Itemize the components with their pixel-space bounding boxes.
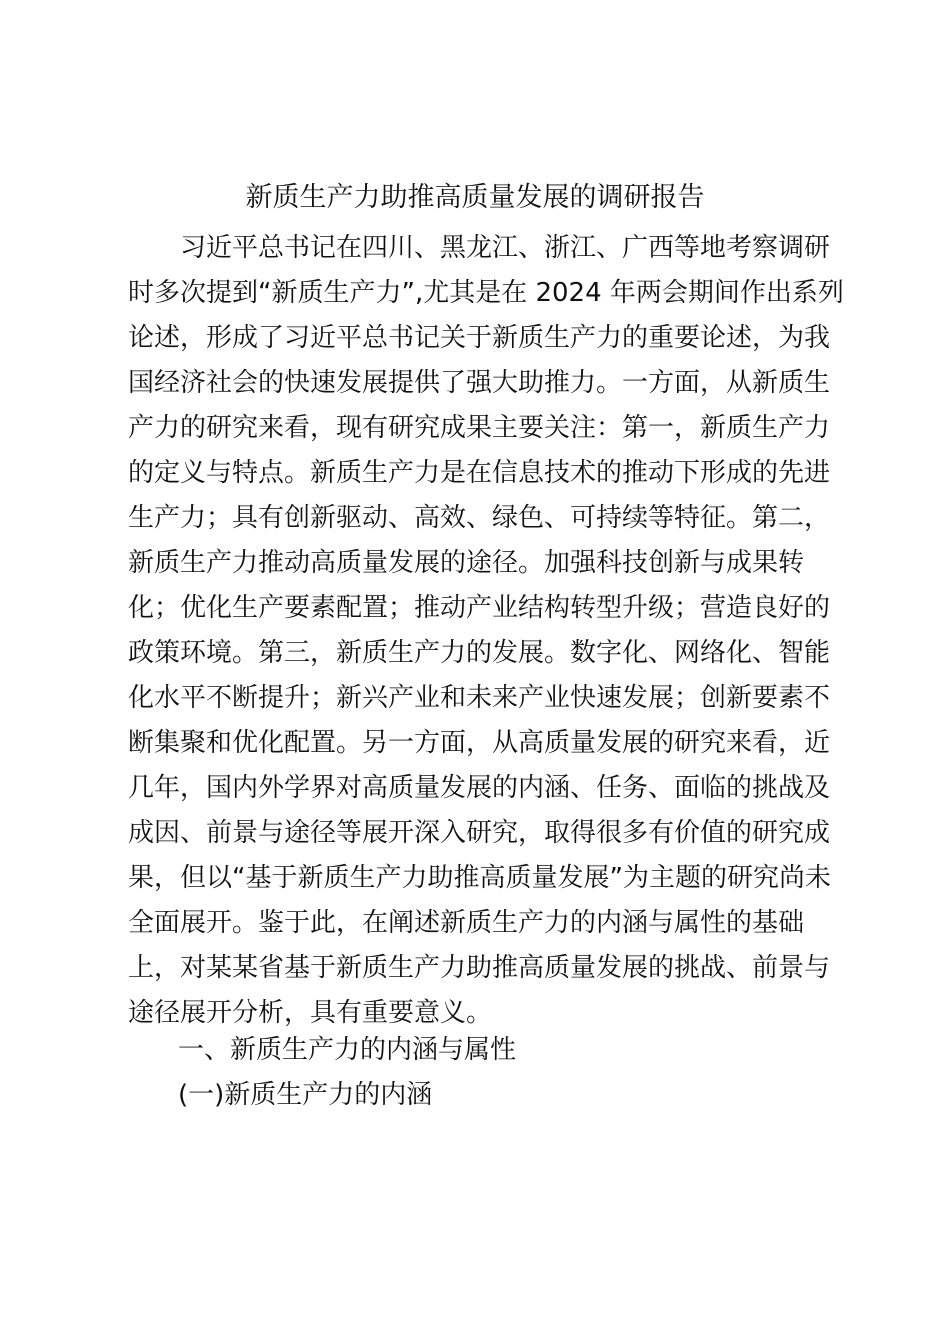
paragraph-line: 的定义与特点。新质生产力是在信息技术的推动下形成的先进 bbox=[128, 458, 831, 488]
paragraph-line: 生产力；具有创新驱动、高效、绿色、可持续等特征。第二， bbox=[128, 503, 831, 533]
intro-paragraph bbox=[128, 226, 844, 1036]
section-heading: 一、新质生产力的内涵与属性 bbox=[178, 1035, 517, 1065]
subsection-heading: (一)新质生产力的内涵 bbox=[178, 1080, 433, 1110]
document-title: 新质生产力助推高质量发展的调研报告 bbox=[245, 182, 705, 213]
paragraph-line: 断集聚和优化配置。另一方面，从高质量发展的研究来看，近 bbox=[128, 728, 831, 758]
paragraph-line: 上，对某某省基于新质生产力助推高质量发展的挑战、前景与 bbox=[128, 953, 831, 983]
paragraph-line: 化水平不断提升；新兴产业和未来产业快速发展；创新要素不 bbox=[128, 683, 831, 713]
paragraph-line: 途径展开分析，具有重要意义。 bbox=[128, 998, 493, 1028]
paragraph-line: 习近平总书记在四川、黑龙江、浙江、广西等地考察调研 bbox=[180, 233, 831, 263]
paragraph-line: 化；优化生产要素配置；推动产业结构转型升级；营造良好的 bbox=[128, 593, 831, 623]
paragraph-line: 论述，形成了习近平总书记关于新质生产力的重要论述，为我 bbox=[128, 323, 831, 353]
paragraph-line: 产力的研究来看，现有研究成果主要关注：第一，新质生产力 bbox=[128, 413, 831, 443]
paragraph-line: 全面展开。鉴于此，在阐述新质生产力的内涵与属性的基础 bbox=[128, 908, 805, 938]
paragraph-line: 几年，国内外学界对高质量发展的内涵、任务、面临的挑战及 bbox=[128, 773, 831, 803]
paragraph-line: 果，但以“基于新质生产力助推高质量发展”为主题的研究尚未 bbox=[128, 863, 831, 893]
paragraph-line: 成因、前景与途径等展开深入研究，取得很多有价值的研究成 bbox=[128, 818, 831, 848]
paragraph-line: 时多次提到“新质生产力”,尤其是在 2024 年两会期间作出系列 bbox=[128, 278, 844, 308]
paragraph-line: 政策环境。第三，新质生产力的发展。数字化、网络化、智能 bbox=[128, 638, 831, 668]
paragraph-line: 国经济社会的快速发展提供了强大助推力。一方面，从新质生 bbox=[128, 368, 831, 398]
paragraph-line: 新质生产力推动高质量发展的途径。加强科技创新与成果转 bbox=[128, 548, 805, 578]
